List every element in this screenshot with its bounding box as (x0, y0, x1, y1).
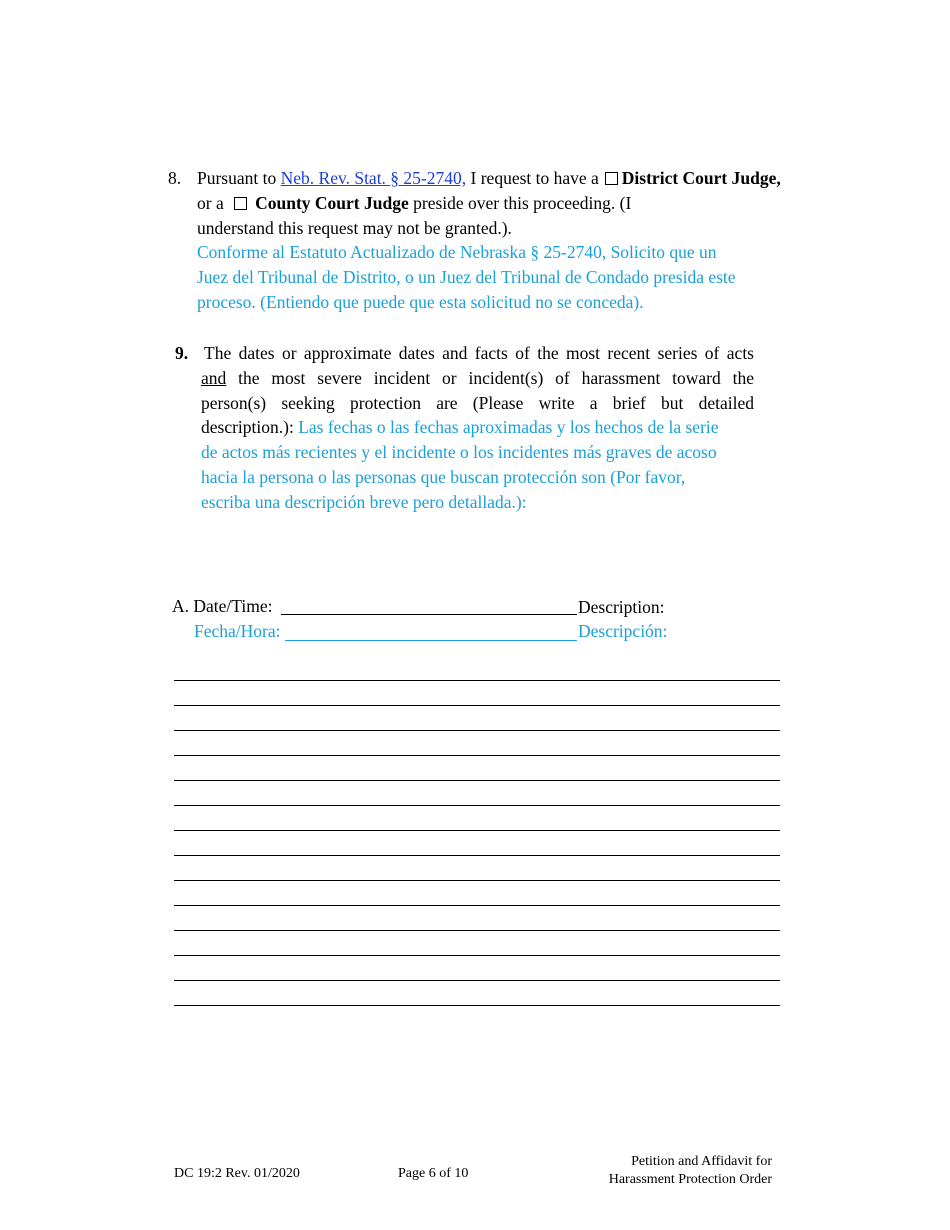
item-9-spanish-3: hacia la persona o las personas que buscan protección son (Por favor, (201, 466, 686, 487)
description-line[interactable] (174, 980, 780, 981)
page-number: Page 6 of 10 (398, 1166, 469, 1181)
item-9-line-3: person(s) seeking protection are (Please write a brief but detailed (201, 392, 754, 413)
date-time-label-es: Fecha/Hora: (194, 621, 281, 641)
form-code: DC 19:2 Rev. 01/2020 (174, 1166, 300, 1181)
description-line[interactable] (174, 855, 780, 856)
district-court-checkbox[interactable] (605, 172, 618, 185)
item-9-spanish-2: de actos más recientes y el incidente o los incidentes más graves de acoso (201, 442, 717, 463)
description-line[interactable] (174, 905, 780, 906)
item-9-text (201, 341, 754, 515)
description-label-es: Descripción: (578, 621, 668, 641)
description-line[interactable] (174, 830, 780, 831)
item-9-number: 9. (175, 343, 189, 363)
item-9-spanish-4: escriba una descripción breve pero detallada.): (201, 491, 527, 512)
district-court-label: District Court Judge, (621, 168, 781, 188)
description-line[interactable] (174, 680, 780, 681)
item-9-line-4: description.): Las fechas o las fechas aproximadas y los hechos de la serie (201, 417, 719, 438)
description-line[interactable] (174, 955, 780, 956)
item-8-spanish-2: Juez del Tribunal de Distrito, o un Juez del Tribunal de Condado presida este (197, 267, 736, 288)
item-8-spanish-3: proceso. (Entiendo que puede que esta solicitud no se conceda). (197, 291, 644, 312)
description-label: Description: (578, 597, 665, 617)
description-line[interactable] (174, 805, 780, 806)
date-time-field-es[interactable] (285, 640, 577, 641)
item-8-spanish-1: Conforme al Estatuto Actualizado de Nebraska § 25-2740, Solicito que un (197, 242, 717, 263)
description-line[interactable] (174, 880, 780, 881)
item-number: 8. (168, 168, 182, 188)
date-time-field[interactable] (281, 614, 577, 615)
description-line[interactable] (174, 1005, 780, 1006)
item-9-line-1: The dates or approximate dates and facts of the most recent series of acts (204, 343, 754, 363)
description-line[interactable] (174, 705, 780, 706)
date-time-label: A. Date/Time: (172, 596, 273, 616)
county-court-checkbox[interactable] (234, 197, 247, 210)
description-line[interactable] (174, 780, 780, 781)
item-8-text: Pursuant to Neb. Rev. Stat. § 25-2740, I request to have a District Court Judge, or a County Court Judge preside over this proceeding. (I understand this request may not be granted.). Conforme al Estatuto Actualizado de Nebraska § 25-2740, Solicito que un Juez del Tribunal de Distrito, o un Juez del Tribunal de Condado presida este proceso. (Entiendo que puede que esta solicitud no se conceda). (197, 166, 787, 315)
description-line[interactable] (174, 755, 780, 756)
description-line[interactable] (174, 730, 780, 731)
item-9-line-2: and the most severe incident or incident(s) of harassment toward the (201, 367, 754, 388)
item-8-text-end: understand this request may not be granted.). (197, 217, 512, 238)
description-line[interactable] (174, 930, 780, 931)
county-court-label: County Court Judge (255, 192, 409, 213)
item-8-number (168, 168, 181, 189)
footer-title: Petition and Affidavit for Harassment Protection Order (608, 1154, 772, 1187)
statute-link[interactable]: Neb. Rev. Stat. § 25-2740, (280, 168, 467, 188)
